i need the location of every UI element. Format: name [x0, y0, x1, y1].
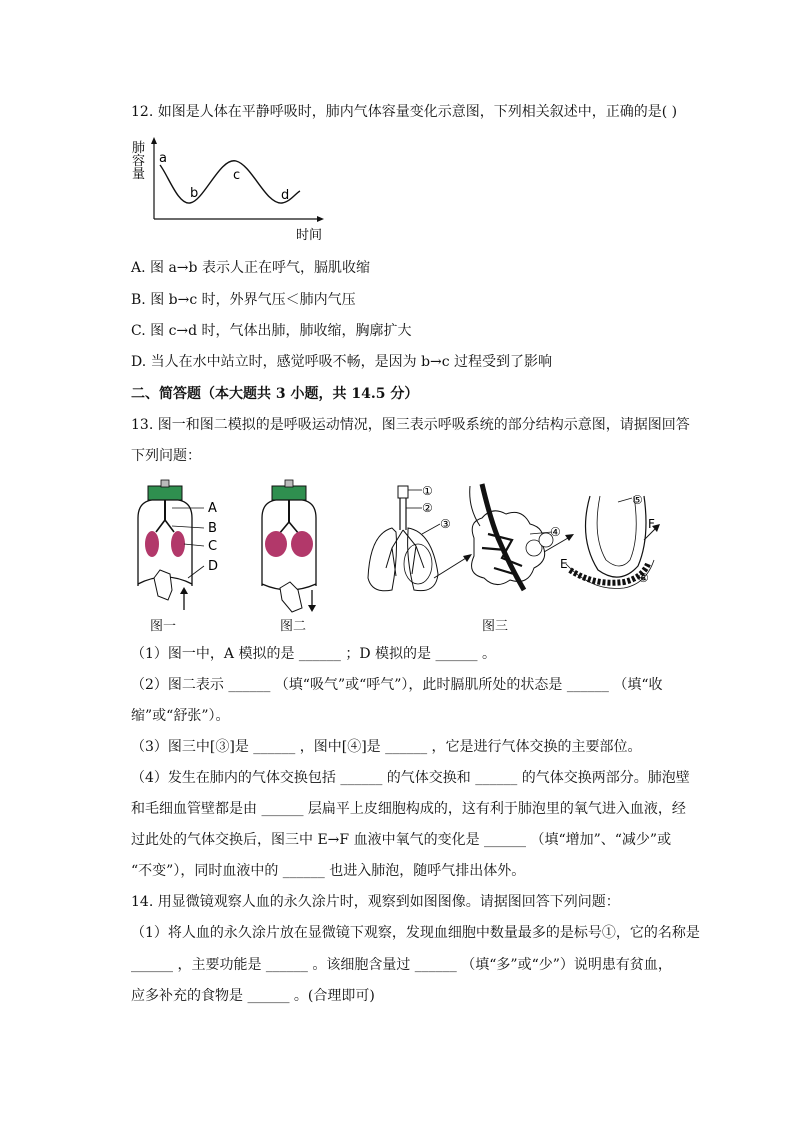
- fig2-hand: [280, 582, 302, 612]
- fig1-arrow-up: [180, 587, 188, 594]
- fig3-capillary: [570, 564, 648, 583]
- fig3-right-lung: [408, 528, 438, 591]
- q12-option-d: D. 当人在水中站立时，感觉呼吸不畅，是因为 b→c 过程受到了影响: [131, 354, 553, 370]
- fig3-label-6: ⑥: [638, 571, 649, 585]
- q13-part-2-line-2: 缩”或“舒张”）。: [131, 708, 230, 724]
- fig3-alveolus-inner: [597, 496, 636, 566]
- q13-stem-line-2: 下列问题：: [131, 448, 201, 464]
- fig3-label-4: ④: [550, 525, 561, 539]
- fig3-larynx: [398, 486, 408, 498]
- fig3-alveolus: [586, 496, 647, 577]
- fig2-left-balloon: [265, 531, 287, 557]
- fig3-left-lung: [368, 528, 397, 591]
- fig3-trachea: [400, 498, 406, 530]
- fig3-label-e: E: [560, 557, 568, 571]
- figure-2-bell-jar: [250, 478, 330, 613]
- fig3-arrow-1-shaft: [434, 558, 466, 578]
- fig1-right-balloon: [171, 531, 185, 557]
- q13-part-3: （3）图三中[③]是 ______ ，图中[④]是 ______ ，它是进行气体交换的主要部位。: [131, 739, 642, 755]
- figure-1-bell-jar: [128, 478, 238, 610]
- fig3-label-5: ⑤: [632, 493, 643, 507]
- fig1-bronchi: [156, 520, 174, 532]
- figure-3-caption: 图三: [482, 619, 509, 634]
- fig3-arrow-1-head: [463, 554, 472, 562]
- fig1-leader-b: [172, 526, 204, 528]
- fig2-arrow-down: [308, 605, 316, 612]
- fig2-stopper: [272, 486, 306, 500]
- q13-part-4-line-1: （4）发生在肺内的气体交换包括 ______ 的气体交换和 ______ 的气体交换两部分。肺泡壁: [131, 770, 690, 786]
- fig1-label-a: A: [208, 501, 217, 516]
- graph-point-c: c: [233, 168, 241, 183]
- graph-ylabel-1: 肺: [132, 141, 146, 156]
- q13-part-1: （1）图一中，A 模拟的是 ______ ；D 模拟的是 ______ 。: [131, 646, 496, 662]
- graph-y-arrow: [151, 137, 157, 144]
- fig3-label-3: ③: [440, 517, 451, 531]
- fig3-label-1: ①: [422, 484, 433, 498]
- fig2-tube-top: [285, 480, 293, 487]
- fig3-leader-3: [422, 524, 440, 534]
- fig1-left-balloon: [145, 531, 159, 557]
- q13-part-4-line-2: 和毛细血管壁都是由 ______ 层扁平上皮细胞构成的，这有利于肺泡里的氧气进入血液，经: [131, 801, 686, 817]
- q13-part-4-line-4: “不变”），同时血液中的 ______ 也进入肺泡，随呼气排出体外。: [131, 863, 526, 879]
- figure-1-caption: 图一: [150, 619, 177, 634]
- fig1-stopper: [148, 486, 182, 500]
- fig1-leader-d: [188, 566, 204, 578]
- fig1-hand: [154, 570, 172, 600]
- graph-x-arrow: [317, 216, 324, 222]
- fig1-label-c: C: [208, 539, 218, 554]
- q12-stem: 12. 如图是人体在平静呼吸时，肺内气体容量变化示意图，下列相关叙述中，正确的是( ): [131, 104, 678, 120]
- fig3-label-f: F: [648, 517, 655, 531]
- figure-2-caption: 图二: [280, 619, 307, 634]
- graph-point-a: a: [159, 151, 167, 166]
- q14-part-1-line-3: 应多补充的食物是 ______ 。(合理即可): [131, 988, 375, 1004]
- q13-part-2-line-1: （2）图二表示 ______ （填“吸气”或“呼气”），此时膈肌所处的状态是 ______ （填“收: [131, 677, 663, 693]
- graph-ylabel-3: 量: [132, 167, 146, 182]
- fig2-right-balloon: [291, 531, 313, 557]
- q13-part-4-line-3: 过此处的气体交换后，图三中 E→F 血液中氧气的变化是 ______ （填“增加”、“减少”或: [131, 832, 672, 848]
- fig2-bronchi: [279, 522, 299, 534]
- graph-volume-curve: [160, 161, 300, 203]
- graph-ylabel-2: 容: [132, 154, 146, 169]
- q12-option-c: C. 图 c→d 时，气体出肺，肺收缩，胸廓扩大: [131, 323, 412, 339]
- graph-xlabel: 时间: [296, 228, 323, 243]
- q14-part-1-line-2: ______ ，主要功能是 ______ 。该细胞含量过 ______ （填“多”或“少”）说明患有贫血，: [131, 957, 672, 973]
- fig1-tube-top: [161, 480, 169, 487]
- section-2-title: 二、简答题（本大题共 3 小题，共 14.5 分）: [131, 386, 419, 402]
- fig1-leader-c: [184, 544, 204, 546]
- lung-volume-graph: [128, 135, 338, 245]
- fig1-label-d: D: [208, 559, 219, 574]
- q14-stem: 14. 用显微镜观察人血的永久涂片时，观察到如图图像。请据图回答下列问题：: [131, 894, 620, 910]
- fig3-label-2: ②: [422, 501, 433, 515]
- graph-point-d: d: [281, 188, 290, 203]
- figure-3-respiratory-system: [362, 478, 672, 610]
- fig1-label-b: B: [208, 521, 217, 536]
- q14-part-1-line-1: （1）将人血的永久涂片放在显微镜下观察，发现血细胞中数量最多的是标号①，它的名称是: [131, 925, 700, 941]
- q12-option-a: A. 图 a→b 表示人正在呼气，膈肌收缩: [131, 260, 370, 276]
- q12-option-b: B. 图 b→c 时，外界气压＜肺内气压: [131, 292, 356, 308]
- graph-point-b: b: [190, 186, 199, 201]
- fig3-arrow-2-head: [565, 534, 574, 541]
- fig3-leader-5: [618, 498, 632, 502]
- q13-stem-line-1: 13. 图一和图二模拟的是呼吸运动情况，图三表示呼吸系统的部分结构示意图，请据图回答: [131, 417, 690, 433]
